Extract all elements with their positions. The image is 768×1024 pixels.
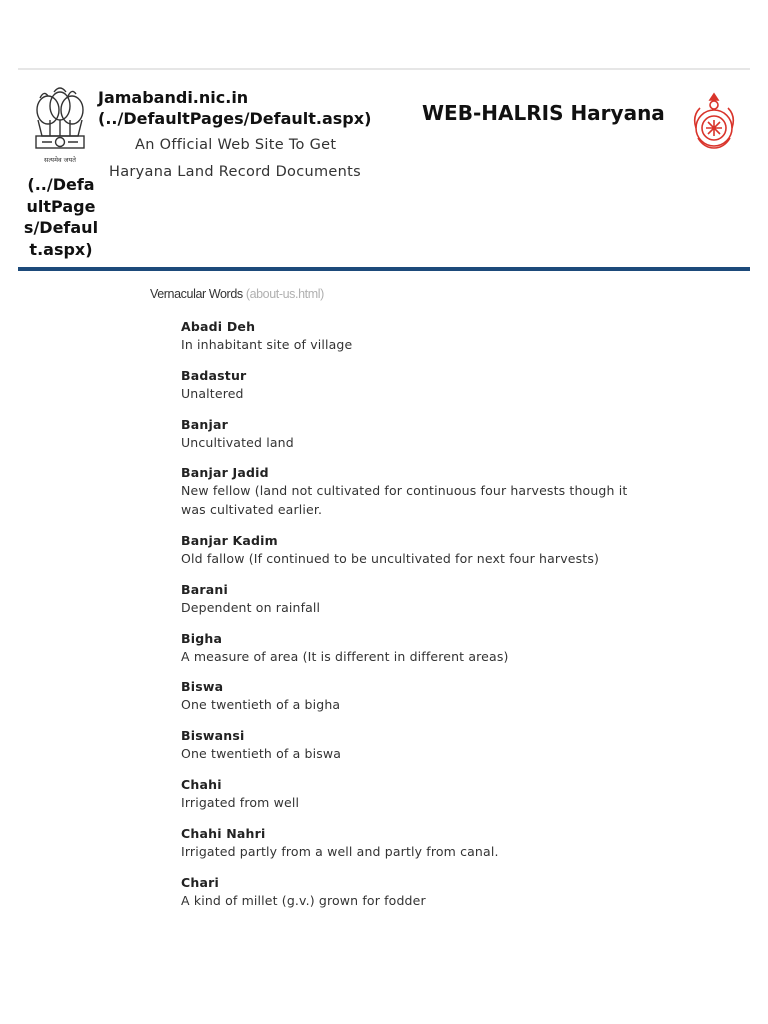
header-divider: [18, 267, 750, 271]
glossary-term: Bigha: [181, 630, 223, 646]
glossary-term: Biswansi: [181, 728, 245, 744]
glossary-term: Banjar: [181, 416, 228, 432]
site-title-line1: Jamabandi.nic.in: [98, 88, 249, 107]
glossary-definition: Irrigated from well: [181, 794, 300, 810]
glossary-list: [181, 318, 651, 922]
glossary-definition: In inhabitant site of village: [181, 337, 353, 352]
glossary-definition: Irrigated partly from a well and partly from canal.: [181, 843, 499, 859]
glossary-definition: Unaltered: [181, 385, 244, 401]
brand-title: WEB-HALRIS Haryana: [422, 101, 665, 125]
site-header: [18, 70, 750, 266]
glossary-entry: [181, 825, 651, 862]
glossary-entry: [181, 416, 651, 453]
glossary-term: Biswa: [181, 679, 224, 695]
glossary-entry: [181, 727, 651, 764]
site-tagline-line1: An Official Web Site To Get: [135, 137, 337, 153]
emblem-home-link[interactable]: (../DefaultPages/Default.aspx): [23, 175, 99, 259]
glossary-entry: [181, 581, 651, 618]
haryana-state-emblem-icon: [688, 92, 740, 152]
glossary-entry: [181, 776, 651, 813]
glossary-definition: A kind of millet (g.v.) grown for fodder: [181, 892, 426, 908]
glossary-entry: [181, 367, 651, 404]
site-title-link[interactable]: [98, 87, 371, 129]
breadcrumb-label: Vernacular Words: [150, 287, 243, 301]
glossary-entry: [181, 532, 651, 569]
glossary-term: Badastur: [181, 367, 247, 383]
glossary-term: Chari: [181, 874, 219, 890]
glossary-entry: [181, 678, 651, 715]
emblem-motto: सत्यमेव जयते: [44, 156, 76, 164]
glossary-term: Banjar Jadid: [181, 465, 269, 481]
glossary-entry: [181, 630, 651, 667]
glossary-definition: One twentieth of a biswa: [181, 746, 342, 762]
glossary-definition: New fellow (land not cultivated for continuous four harvests though it was cultivated earlier.: [181, 483, 628, 518]
glossary-term: Chahi: [181, 776, 222, 792]
glossary-definition: Uncultivated land: [181, 434, 294, 450]
glossary-term: Barani: [181, 581, 228, 597]
glossary-entry: [181, 874, 651, 911]
glossary-term: Banjar Kadim: [181, 532, 278, 548]
glossary-definition: Old fallow (If continued to be uncultivated for next four harvests): [181, 550, 600, 566]
site-tagline-line2: Haryana Land Record Documents: [109, 164, 361, 180]
glossary-entry: [181, 464, 651, 520]
glossary-definition: One twentieth of a bigha: [181, 697, 341, 713]
glossary-definition: Dependent on rainfall: [181, 599, 321, 615]
glossary-definition: A measure of area (It is different in different areas): [181, 648, 509, 664]
national-emblem-icon[interactable]: [28, 84, 92, 176]
breadcrumb-link[interactable]: (about-us.html): [245, 287, 324, 301]
glossary-term: Chahi Nahri: [181, 825, 266, 841]
site-title-line2: (../DefaultPages/Default.aspx): [98, 109, 372, 128]
glossary-entry: [181, 318, 651, 355]
breadcrumb: [150, 287, 324, 301]
glossary-term: Abadi Deh: [181, 319, 256, 334]
